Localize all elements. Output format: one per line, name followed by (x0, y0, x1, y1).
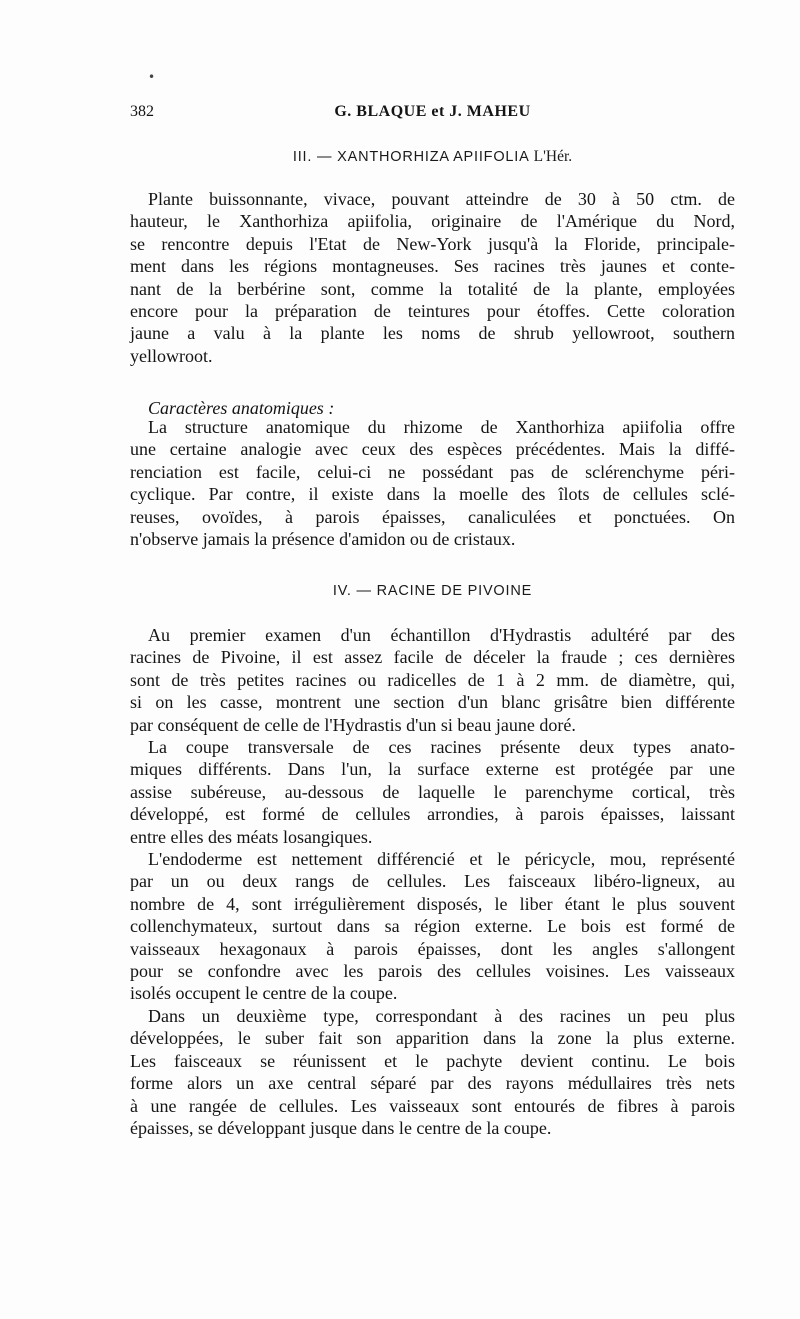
section-heading-author: L'Hér. (533, 148, 573, 165)
paragraph-xanthorhiza-anatomy (130, 416, 735, 550)
text-line: si on les casse, montrent une section d'un blanc grisâtre bien différente (130, 692, 735, 713)
text-line: hauteur, le Xanthorhiza apiifolia, originaire de l'Amérique du Nord, (130, 211, 735, 232)
text-line: par un ou deux rangs de cellules. Les faisceaux libéro-ligneux, au (130, 871, 735, 892)
text-line: développées, le suber fait son apparition dans la zone la plus externe. (130, 1028, 735, 1049)
text-line: La coupe transversale de ces racines présente deux types anato- (148, 737, 735, 757)
text-line: nant de la berbérine sont, comme la totalité de la plante, employées (130, 278, 735, 299)
text-line: collenchymateux, surtout dans sa région externe. Le bois est formé de (130, 916, 735, 937)
text-line: Plante buissonnante, vivace, pouvant atteindre de 30 à 50 ctm. de (148, 189, 735, 209)
text-line: Les faisceaux se réunissent et le pachyte devient continu. Le bois (130, 1050, 735, 1071)
text-line: miques différents. Dans l'un, la surface externe est protégée par une (130, 759, 735, 780)
text-line: reuses, ovoïdes, à parois épaisses, canaliculées et ponctuées. On (130, 506, 735, 527)
section-heading-text: III. — XANTHORHIZA APIIFOLIA (292, 149, 529, 165)
text-line: pour se confondre avec les parois des cellules voisines. Les vaisseaux (130, 961, 735, 982)
text-line: renciation est facile, celui-ci ne possédant pas de sclérenchyme péri- (130, 461, 735, 482)
paragraph-xanthorhiza-description (130, 188, 735, 367)
text-line: encore pour la préparation de teintures pour étoffes. Cette coloration (130, 301, 735, 322)
text-line: racines de Pivoine, il est assez facile de déceler la fraude ; ces dernières (130, 647, 735, 668)
paragraph-pivoine-examination (130, 624, 735, 736)
text-line: Dans un deuxième type, correspondant à des racines un peu plus (148, 1006, 735, 1026)
text-line: une certaine analogie avec ceux des espèces précédentes. Mais la diffé- (130, 439, 735, 460)
scan-speck: • (148, 70, 156, 84)
text-line: n'observe jamais la présence d'amidon ou de cristaux. (130, 529, 516, 550)
text-line: L'endoderme est nettement différencié et le péricycle, mou, représenté (148, 849, 735, 869)
page-number: 382 (130, 103, 154, 120)
text-line: yellowroot. (130, 345, 213, 366)
subheading-anatomical-characters: Caractères anatomiques : (148, 398, 335, 418)
text-line: sont de très petites racines ou radicelles de 1 à 2 mm. de diamètre, qui, (130, 669, 735, 690)
page-header (130, 103, 735, 127)
section-heading-xanthorhiza (130, 148, 735, 166)
paragraph-pivoine-type-one (130, 736, 735, 848)
text-line: ment dans les régions montagneuses. Ses racines très jaunes et conte- (130, 256, 735, 277)
text-line: nombre de 4, sont irrégulièrement disposés, le liber étant le plus souvent (130, 893, 735, 914)
text-line: se rencontre depuis l'Etat de New-York jusqu'à la Floride, principale- (130, 233, 735, 254)
text-line: La structure anatomique du rhizome de Xanthorhiza apiifolia offre (148, 417, 735, 437)
text-line: forme alors un axe central séparé par des rayons médullaires très nets (130, 1073, 735, 1094)
section-heading-pivoine: IV. — RACINE DE PIVOINE (332, 583, 533, 599)
text-line: épaisses, se développant jusque dans le centre de la coupe. (130, 1118, 552, 1139)
text-line: vaisseaux hexagonaux à parois épaisses, dont les angles s'allongent (130, 938, 735, 959)
text-line: assise subéreuse, au-dessous de laquelle le parenchyme cortical, très (130, 781, 735, 802)
paragraph-pivoine-endoderm (130, 848, 735, 1005)
text-line: développé, est formé de cellules arrondies, à parois épaisses, laissant (130, 804, 735, 825)
text-line: entre elles des méats losangiques. (130, 826, 373, 847)
running-title: G. BLAQUE et J. MAHEU (334, 103, 531, 120)
text-line: à une rangée de cellules. Les vaisseaux sont entourés de fibres à parois (130, 1095, 735, 1116)
paragraph-pivoine-type-two (130, 1005, 735, 1139)
text-line: cyclique. Par contre, il existe dans la moelle des îlots de cellules sclé- (130, 484, 735, 505)
text-line: Au premier examen d'un échantillon d'Hydrastis adultéré par des (148, 625, 735, 645)
text-line: jaune a valu à la plante les noms de shrub yellowroot, southern (130, 323, 735, 344)
text-line: par conséquent de celle de l'Hydrastis d'un si beau jaune doré. (130, 714, 576, 735)
text-line: isolés occupent le centre de la coupe. (130, 983, 398, 1004)
